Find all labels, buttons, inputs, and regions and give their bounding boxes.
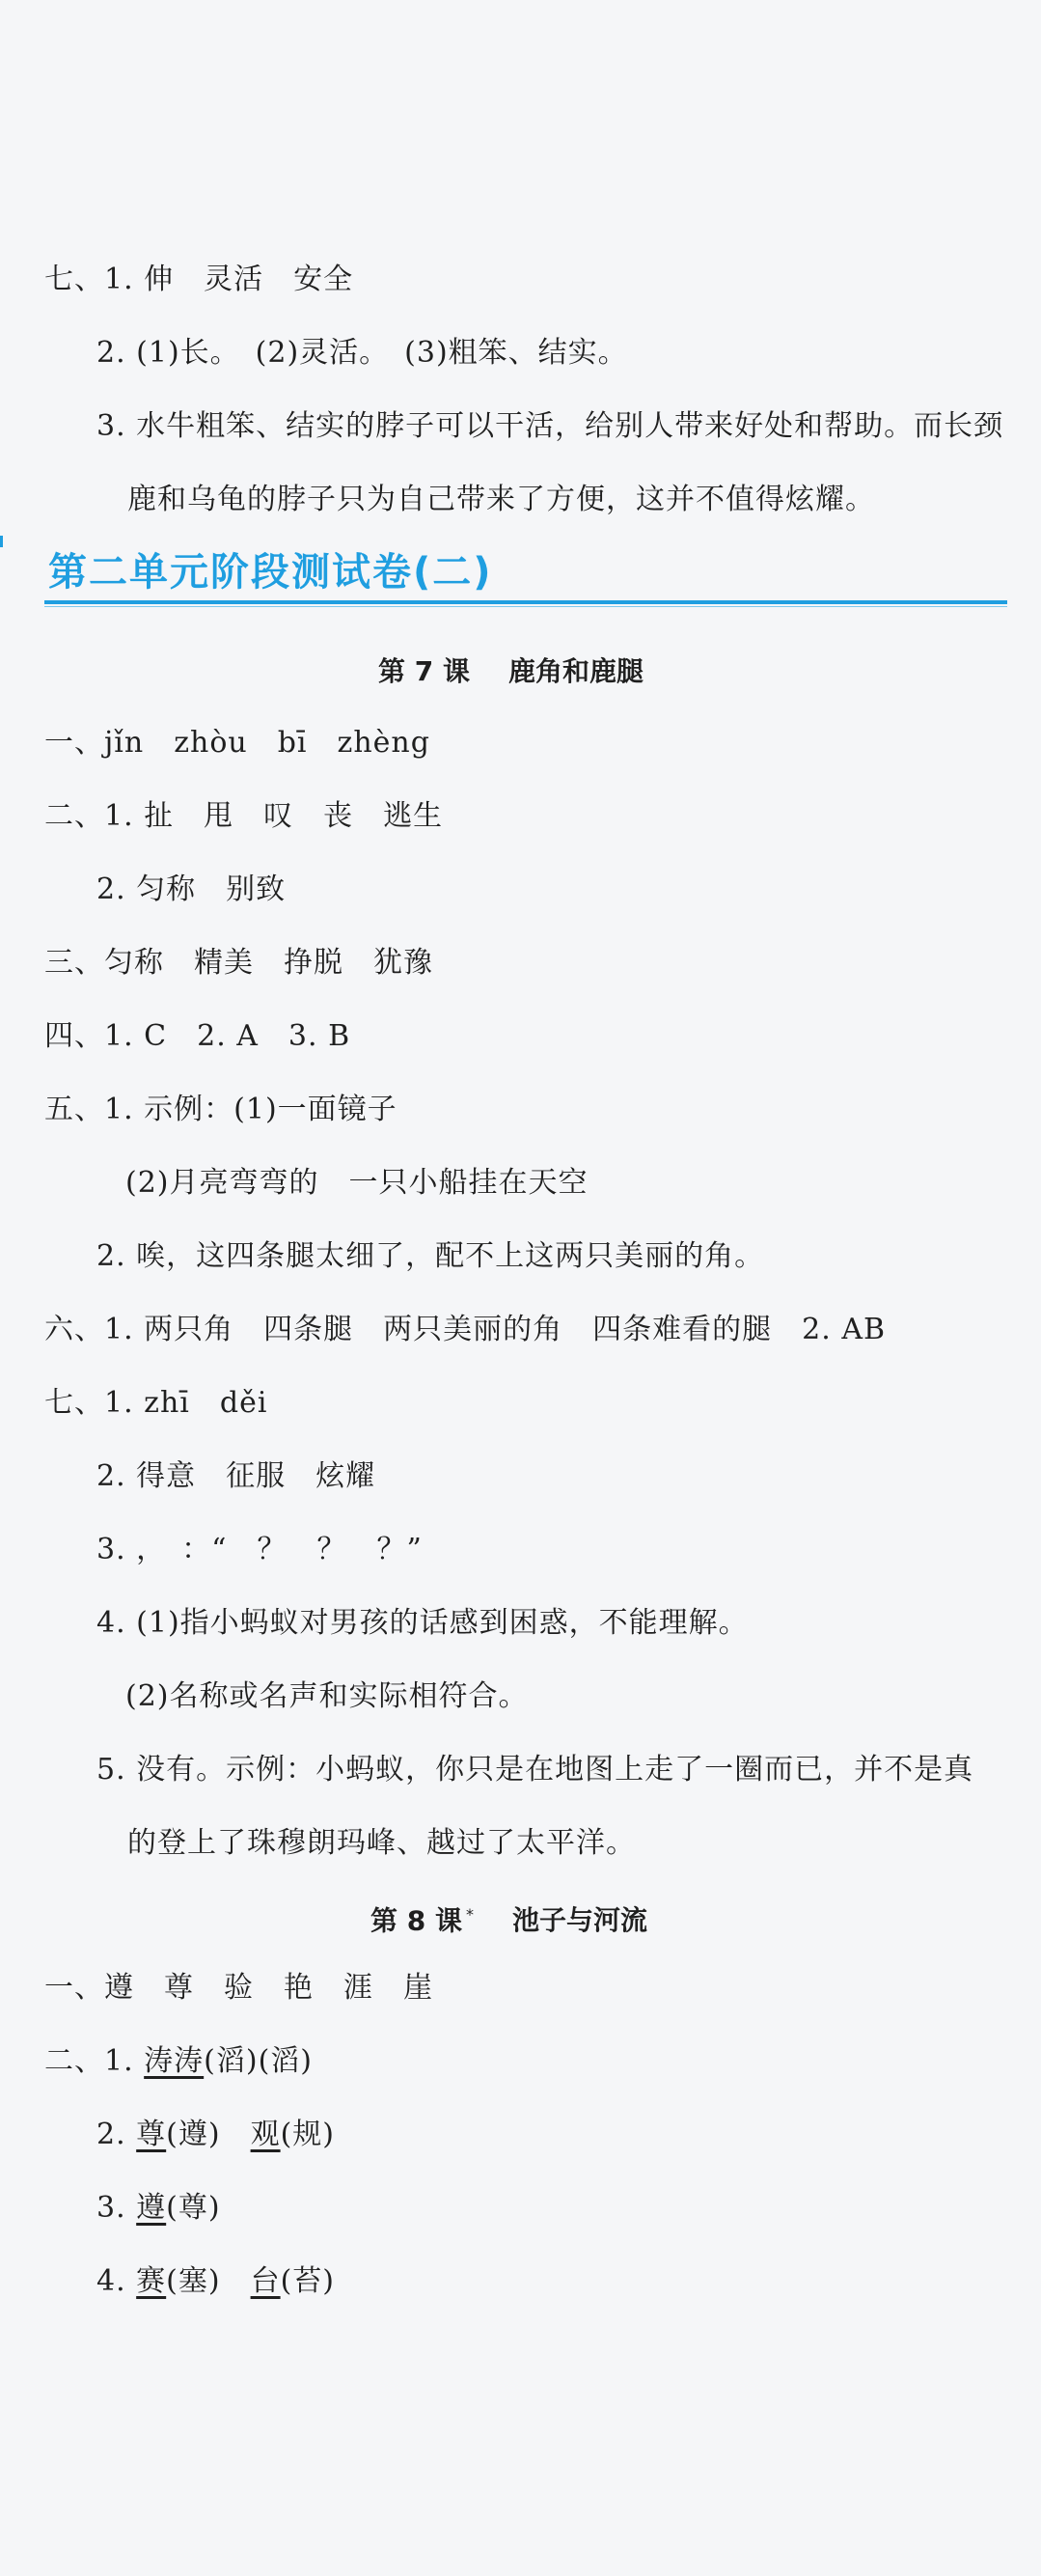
lesson7-title: 鹿角和鹿腿 [507,655,644,687]
l8-line-2-prefix: 二、1. [44,2044,145,2078]
l8-line-5-rest: (苔) [280,2264,336,2298]
l7-line-15: 5. 没有。示例：小蚂蚁，你只是在地图上走了一圈而已，并不是真 [96,1753,974,1787]
part7-line1: 七、1. 伸 灵活 安全 [44,263,354,296]
l8-line-2-rest: (滔)(滔) [204,2044,313,2078]
l8-line-3-underlined-2: 观 [250,2118,281,2151]
section-rule [44,600,1007,604]
l7-line-3: 2. 匀称 别致 [96,873,287,906]
l7-line-12: 3. ， ：“ ？ ？ ？” [96,1533,423,1566]
l8-line-4-underlined: 遵 [136,2191,167,2225]
lesson8-number: 第 8 课 [370,1904,462,1937]
section-rule-thin [44,606,1007,607]
l8-line-3-underlined-1: 尊 [136,2118,167,2151]
l8-line-4 [96,2189,221,2228]
l8-line-2-underlined: 涛涛 [144,2044,205,2078]
l8-line-5-underlined-1: 赛 [136,2264,167,2298]
lesson7-number: 第 7 课 [378,655,470,687]
part7-line4: 鹿和乌龟的脖子只为自己带来了方便，这并不值得炫耀。 [127,483,875,516]
lesson8-title: 池子与河流 [511,1904,647,1937]
l8-line-3-prefix: 2. [96,2118,137,2151]
l8-line-3-mid: (遵) [166,2118,251,2151]
l7-line-16: 的登上了珠穆朗玛峰、越过了太平洋。 [127,1826,636,1860]
l8-line-3 [96,2116,335,2154]
l8-line-5-mid: (塞) [166,2264,251,2298]
l8-line-5 [96,2262,335,2301]
l7-line-8: 2. 唉，这四条腿太细了，配不上这两只美丽的角。 [96,1239,765,1273]
l7-line-2: 二、1. 扯 甩 叹 丧 逃生 [44,799,444,833]
section-title: 第二单元阶段测试卷(二) [48,550,493,595]
lesson8-heading [370,1896,647,1940]
l7-line-14: (2)名称或名声和实际相符合。 [125,1679,529,1713]
l8-line-5-prefix: 4. [96,2264,137,2298]
l7-line-9: 六、1. 两只角 四条腿 两只美丽的角 四条难看的腿 2. AB [44,1313,887,1346]
l7-line-10: 七、1. zhī děi [44,1386,268,1420]
l7-line-6: 五、1. 示例：(1)一面镜子 [44,1093,397,1126]
margin-mark [0,536,3,547]
l7-line-7: (2)月亮弯弯的 一只小船挂在天空 [125,1166,589,1200]
part7-line2: 2. (1)长。 (2)灵活。 (3)粗笨、结实。 [96,336,628,370]
lesson8-star: * [465,1905,474,1924]
l7-line-13: 4. (1)指小蚂蚁对男孩的话感到困惑，不能理解。 [96,1606,749,1640]
lesson7-heading [378,652,644,691]
l8-line-3-rest: (规) [280,2118,336,2151]
l7-line-1: 一、jǐn zhòu bī zhèng [44,726,430,760]
l7-line-4: 三、匀称 精美 挣脱 犹豫 [44,946,433,980]
l8-line-2 [44,2042,313,2081]
part7-line3: 3. 水牛粗笨、结实的脖子可以干活，给别人带来好处和帮助。而长颈 [96,409,1004,443]
l8-line-1: 一、遵 尊 验 艳 涯 崖 [44,1971,433,2005]
l7-line-5: 四、1. C 2. A 3. B [44,1019,351,1053]
l8-line-4-rest: (尊) [166,2191,221,2225]
l8-line-5-underlined-2: 台 [250,2264,281,2298]
l7-line-11: 2. 得意 征服 炫耀 [96,1459,376,1493]
l8-line-4-prefix: 3. [96,2191,137,2225]
